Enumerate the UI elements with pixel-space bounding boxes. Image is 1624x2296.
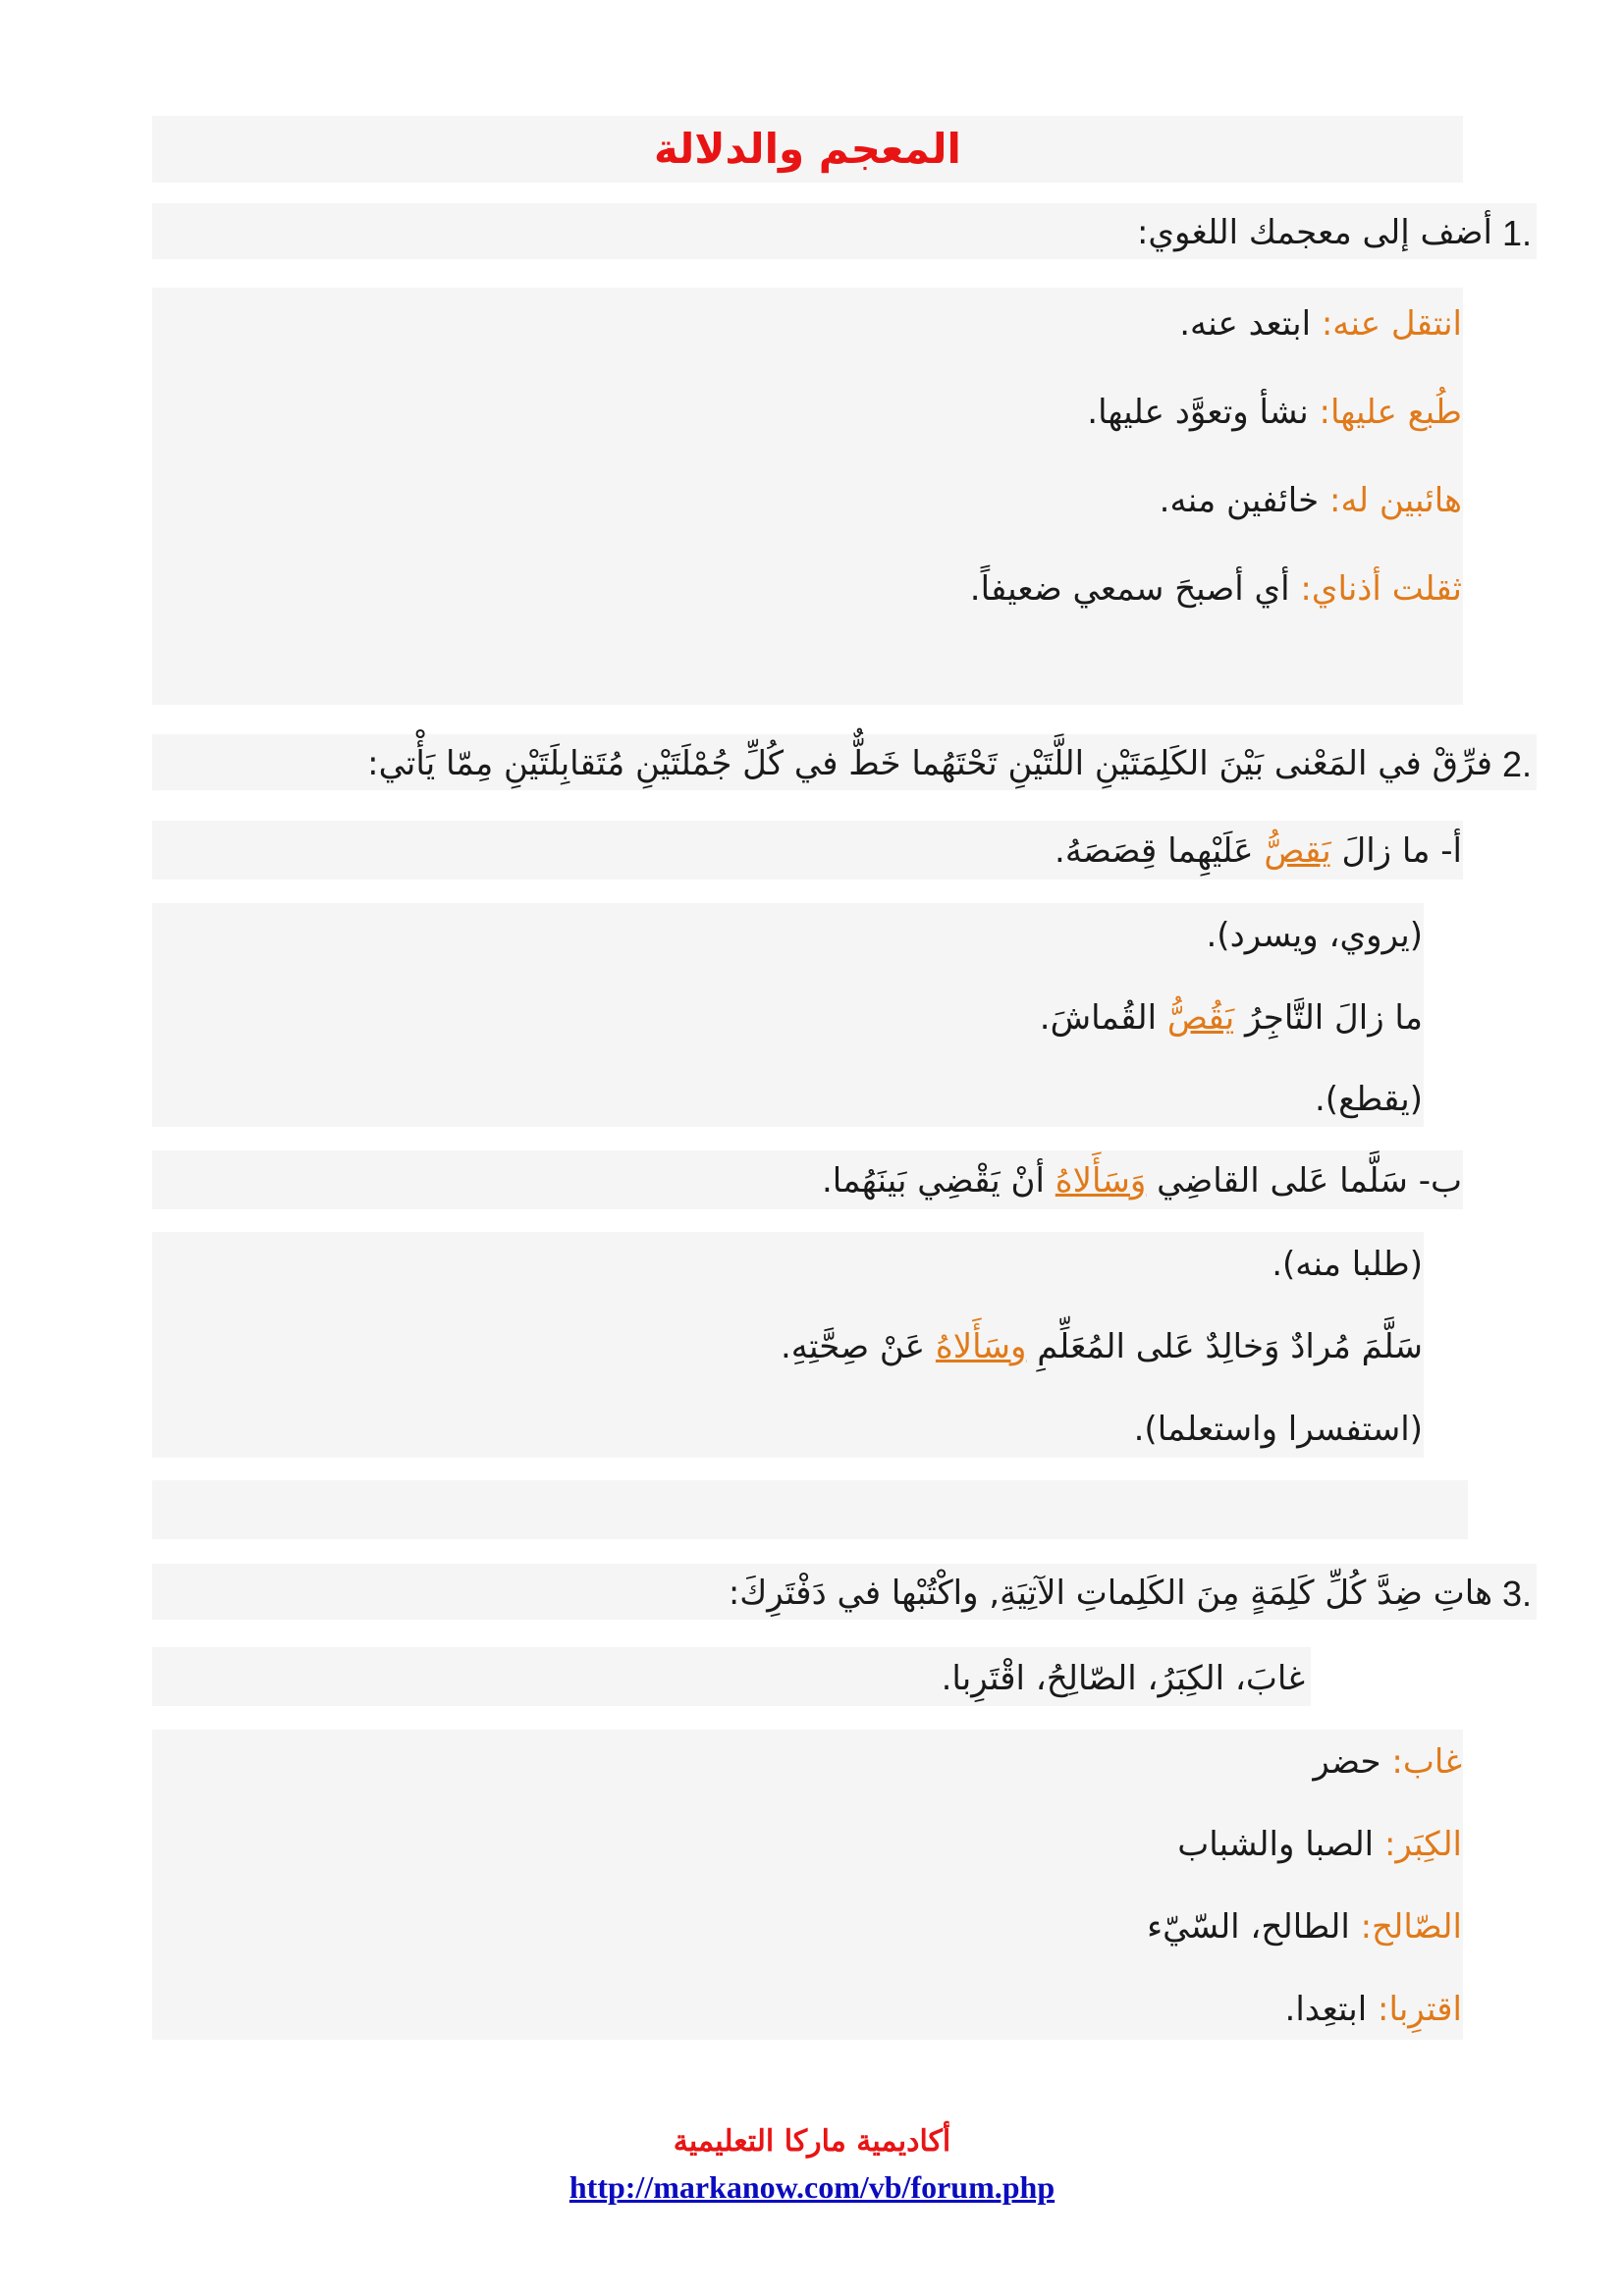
q1-item-2-term: طُبع عليها: — [1319, 393, 1462, 432]
q3-prompt: هاتِ ضِدَّ كُلِّ كَلِمَةٍ مِنَ الكَلِماتِ الآتِيَةِ, واكْتُبْها في دَفْتَرِكَ: — [728, 1574, 1492, 1613]
q1-item-4-def: أي أصبحَ سمعي ضعيفاً. — [969, 569, 1301, 609]
q2-a2-prefix: ما زالَ التَّاجِرُ — [1234, 998, 1423, 1038]
q1-number: 1. — [1502, 213, 1533, 253]
q2-b2-meaning: (استفسرا واستعلما). — [1133, 1410, 1423, 1449]
q2-prompt: فرِّقْ في المَعْنى بَيْنَ الكَلِمَتَيْنِ اللَّتَيْنِ تَحْتَهُما خَطٌّ في كُلِّ جُمْلَتَيْنِ مُتَقابِلَتَيْنِ مِمّا يَأْتي: — [367, 744, 1492, 783]
q3-item-3-def: الطالح، السّيّء — [1147, 1907, 1361, 1947]
q1-item-1-term: انتقل عنه: — [1321, 304, 1462, 344]
q2-number: 2. — [1502, 744, 1533, 784]
q1-prompt: أضف إلى معجمك اللغوي: — [1136, 213, 1492, 252]
q3-item-2 — [1177, 1820, 1462, 1869]
footer-academy-name: أكاديمية ماركا التعليمية — [673, 2124, 951, 2159]
q3-word-list: غابَ، الكِبَرُ، الصّالِحُ، اقْتَرِبا. — [941, 1659, 1305, 1698]
q3-answers-band — [152, 1730, 1463, 2040]
q1-item-2-def: نشأ وتعوَّد عليها. — [1087, 393, 1320, 432]
q2-a-meaning: (يروي، ويسرد). — [1206, 916, 1423, 955]
q2-b-suffix: أنْ يَقْضِي بَينَهُما. — [821, 1161, 1056, 1201]
q3-item-2-term: الكِبَر: — [1383, 1825, 1462, 1864]
q2-b2-underlined-word: وسَأَلاهُ — [935, 1327, 1027, 1366]
q2-a-suffix: عَلَيْهِما قِصَصَهُ. — [1055, 831, 1265, 871]
q2-a2-underlined-word: يَقُصُّ — [1166, 998, 1235, 1038]
q1-item-1 — [1179, 299, 1462, 348]
q1-item-4-term: ثقلت أذناي: — [1300, 569, 1462, 609]
q1-item-3-term: هائبين له: — [1328, 481, 1462, 520]
q3-number: 3. — [1502, 1574, 1533, 1614]
q2-a2-meaning: (يقطع). — [1315, 1080, 1423, 1119]
q2-b-underlined-word: وَسَأَلاهُ — [1055, 1161, 1147, 1201]
q2-b2-suffix: عَنْ صِحَّتِهِ. — [781, 1327, 936, 1366]
q3-item-4-def: ابتعِدا. — [1284, 1990, 1378, 2029]
footer-forum-link[interactable]: http://markanow.com/vb/forum.php — [568, 2169, 1056, 2205]
q3-item-3-term: الصّالح: — [1360, 1907, 1462, 1947]
q3-item-4 — [1285, 1985, 1462, 2034]
q3-item-2-def: الصبا والشباب — [1177, 1825, 1384, 1864]
q2-a-prefix: أ- ما زالَ — [1330, 831, 1462, 871]
q3-item-1-term: غاب: — [1391, 1742, 1462, 1782]
q2-b2-prefix: سَلَّمَ مُرادٌ وَخالِدٌ عَلى المُعَلِّمِ — [1026, 1327, 1423, 1366]
q2-sentence-b2 — [781, 1322, 1423, 1371]
q3-item-1 — [1313, 1737, 1462, 1787]
blank-band — [152, 1480, 1468, 1539]
q2-b-prefix: ب- سَلَّما عَلى القاضِي — [1146, 1161, 1462, 1201]
q2-sentence-a — [1055, 827, 1462, 876]
q3-item-4-term: اقترِبا: — [1378, 1990, 1462, 2029]
q2-sentence-a2 — [1040, 993, 1423, 1042]
q3-item-3 — [1147, 1902, 1462, 1951]
q1-item-3 — [1160, 476, 1462, 525]
q2-a-underlined-word: يَقصُّ — [1264, 831, 1331, 871]
q2-a2-suffix: القُماشَ. — [1039, 998, 1167, 1038]
q1-item-3-def: خائفين منه. — [1159, 481, 1329, 520]
q2-sentence-b — [822, 1156, 1462, 1205]
q3-item-1-def: حضر — [1313, 1742, 1392, 1782]
q2-b-meaning: (طلبا منه). — [1272, 1245, 1423, 1284]
page-title: المعجم والدلالة — [654, 125, 961, 173]
q1-item-4 — [970, 564, 1462, 614]
q1-item-2 — [1087, 388, 1462, 437]
q1-item-1-def: ابتعد عنه. — [1179, 304, 1322, 344]
